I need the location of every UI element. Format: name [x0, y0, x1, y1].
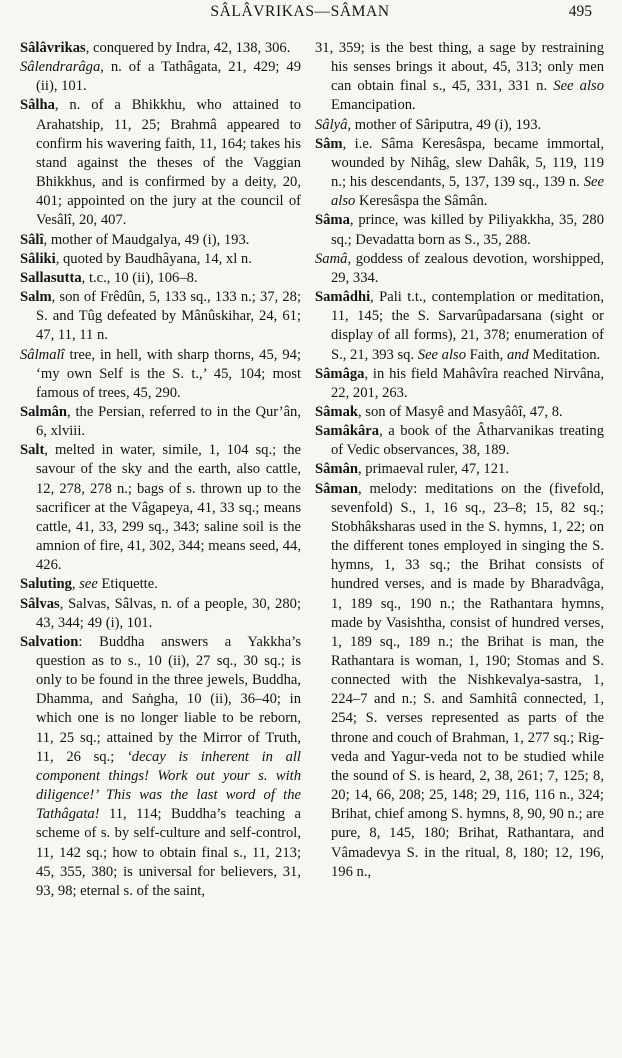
entry-italic-text: and [506, 346, 529, 363]
entry-headword: Salvation [20, 633, 79, 650]
entry-headword: Samâkâra [315, 423, 380, 440]
entry-text: , Salvas, Sâlvas, n. of a people, 30, 280; 43, 344; 49 (i), 101. [36, 595, 301, 631]
entry-text: , n. of a Tathâgata, 21, 429; 49 (ii), 101. [36, 59, 301, 95]
entry-text: tree, in hell, with sharp thorns, 45, 94; ‘my own Self is the S. t.,’ 45, 104; most famous of trees, 45, 290. [36, 346, 301, 401]
entry-text: , conquered by Indra, 42, 138, 306. [85, 40, 291, 56]
page-number: 495 [568, 3, 592, 20]
index-entry [20, 58, 301, 96]
index-entry [315, 480, 604, 882]
index-entry [20, 575, 301, 594]
entry-headword: Sâmâga [315, 365, 365, 382]
entry-headword: Sallasutta [20, 269, 82, 286]
index-entry [20, 346, 301, 403]
entry-italic-text: See also [553, 78, 604, 95]
index-entry [315, 422, 604, 460]
index-entry [315, 288, 604, 365]
index-column-left [20, 39, 301, 901]
entry-text: , mother of Sâriputra, 49 (i), 193. [347, 116, 542, 133]
index-entry [315, 211, 604, 249]
entry-italic-text: Sâlyâ [315, 116, 348, 133]
entry-headword: Sâman [315, 480, 358, 497]
entry-text: Emancipation. [331, 97, 416, 114]
entry-headword: Salt [20, 442, 45, 459]
entry-text: , a book of the Âtharvanikas treating of Vedic observances, 38, 189. [331, 423, 604, 459]
entry-text: Faith, [466, 346, 507, 363]
index-entry [20, 39, 301, 58]
index-entry [315, 403, 604, 422]
index-column-right [315, 39, 604, 882]
entry-headword: Sâliki [20, 250, 56, 267]
entry-text: , primaeval ruler, 47, 121. [357, 461, 509, 478]
entry-text: : Buddha answers a Yakkha’s question as to s., 10 (ii), 27 sq., 30 sq.; is only to be found in the three jewels, Buddha, Dhamma, and Saṅgha, 10 (ii), 36–40; in which one is no longer liable to be reborn, 11, 25 sq.; attained by the Mirror of Truth, 11, 26 sq.; [36, 633, 301, 765]
entry-text: , [71, 576, 80, 593]
entry-text: , melted in water, simile, 1, 104 sq.; the savour of the sky and the earth, also cattle, 12, 278, 278 n.; bags of s. thrown up to the sacrificer at the Vâgapeya, 41, 33 sq.; means cattle, 41, 33, 299 sq., 343; saline soil is the amnion of fire, 41, 302, 344; means seed, 44, 426. [36, 442, 301, 574]
page-header [0, 3, 622, 23]
index-entry [20, 269, 301, 288]
index-entry [315, 135, 604, 212]
index-entry [315, 39, 604, 116]
entry-italic-text: Sâlmalî [20, 346, 65, 363]
running-title: SÂLÂVRIKAS—SÂMAN [210, 3, 390, 20]
entry-text: Meditation. [528, 346, 601, 363]
entry-text: , mother of Maudgalya, 49 (i), 193. [43, 231, 250, 248]
entry-text: 31, 359; is the best thing, a sage by restraining his senses brings it about, 45, 313; only men can obtain final s., 45, 331, 331 n. [315, 40, 604, 95]
entry-text: Etiquette. [97, 576, 158, 593]
entry-headword: Sâlî [20, 231, 44, 248]
entry-italic-text: See also [417, 346, 466, 363]
index-entry [20, 288, 301, 345]
index-entry [20, 403, 301, 441]
entry-headword: Sâlvas [20, 595, 60, 612]
entry-headword: Sâlha [20, 97, 55, 114]
index-entry [315, 365, 604, 403]
entry-headword: Sâmak [315, 403, 358, 420]
entry-headword: Sâlâvrikas [20, 40, 86, 56]
entry-text: Keresâspa the Sâmân. [355, 193, 488, 210]
entry-headword: Samâdhi [315, 289, 371, 306]
entry-text: , Pali t.t., contemplation or meditation, 11, 145; the S. Sarvarûpadarsana (sight or display of all forms), 21, 378; enumeration of S., 21, 393 sq. [331, 289, 604, 363]
entry-headword: Salmân [20, 403, 68, 420]
entry-text: 11, 114; Buddha’s teaching a scheme of s. by self-culture and self-control, 11, 142 sq.; how to obtain final s., 11, 213; 45, 355, 380; is universal for believers, 31, 93, 98; eternal s. of the saint, [36, 806, 301, 899]
entry-italic-text: Sâlendrarâga [20, 59, 101, 76]
index-entry [20, 441, 301, 575]
entry-italic-text: See also [331, 174, 604, 210]
entry-text: , prince, was killed by Piliyakkha, 35, 280 sq.; Devadatta born as S., 35, 288. [331, 212, 604, 248]
entry-text: , son of Masyê and Masyâôî, 47, 8. [357, 403, 563, 420]
entry-text: , the Persian, referred to in the Qur’ân, 6, xlviii. [36, 403, 301, 440]
entry-text: , n. of a Bhikkhu, who attained to Arahatship, 11, 25; Brahmâ appeared to confirm his wavering faith, 11, 164; takes his stand against the theses of the Vaggian Bhikkhus, and is confirmed by a deity, 20, 401; appointed on the jury at the council of Vesâlî, 20, 407. [36, 97, 301, 229]
entry-headword: Salm [20, 289, 52, 306]
index-entry [20, 96, 301, 230]
entry-italic-text: Samâ [315, 250, 348, 267]
index-entry [315, 116, 604, 135]
entry-italic-text: see [79, 576, 98, 593]
entry-headword: Sâm [315, 135, 343, 152]
entry-headword: Sâma [315, 212, 350, 229]
entry-text: , t.c., 10 (ii), 106–8. [81, 269, 198, 286]
index-entry [315, 460, 604, 479]
entry-text: , in his field Mahâvîra reached Nirvâna, 22, 201, 263. [331, 365, 604, 401]
entry-text: , melody: meditations on the (fivefold, sevenfold) S., 1, 16 sq., 23–8; 15, 82 sq.; Stobhâksharas used in the S. hymns, 1, 22; on the different tones employed in singing the S. hymns, 1, 33 sq.; the Brihat consists of hundred verses, and is made by Bharadvâga, 1, 189 sq., 190 n.; the Rathantara hymns, made by Vasishtha, consist of hundred verses, 1, 189 sq., 189 n.; the Brihat is man, the Rathantara is woman, 1, 190; Stomas and S. connected with the Nishkevalya-sastra, 1, 224–7 and n.; S. and Samhitâ connected, 1, 254; S. verses represented as parts of the throne and couch of Brahman, 1, 277 sq.; Rig-veda and Yagur-veda not to be studied while the sound of S. is heard, 2, 38, 261; 7, 125; 8, 20; 14, 66, 208; 25, 148; 29, 116, 116 n., 324; Brihat, chief among S. hymns, 8, 90, 90 n.; are pure, 8, 145, 180; Brihat, Rathantara, and Vâmadevya S. in the ritual, 8, 180; 12, 196, 196 n., [331, 480, 604, 880]
entry-headword: Saluting [20, 576, 72, 593]
index-entry [20, 250, 301, 269]
entry-text: , son of Frêdûn, 5, 133 sq., 133 n.; 37, 28; S. and Tûg defeated by Mânûskihar, 24, 61; 47, 11, 11 n. [36, 289, 301, 344]
entry-text: , quoted by Baudhâyana, 14, xl n. [55, 250, 252, 267]
index-entry [315, 250, 604, 288]
entry-text: , i.e. Sâma Keresâspa, became immortal, wounded by Nihâg, slew Dahâk, 5, 119, 119 n.; his descendants, 5, 137, 139 sq., 139 n. [331, 135, 604, 191]
index-entry [20, 231, 301, 250]
entry-headword: Sâmân [315, 461, 358, 478]
index-entry [20, 633, 301, 901]
index-entry [20, 595, 301, 633]
entry-italic-text: ‘decay is inherent in all component things! Work out your s. with diligence!’ This was the last word of the Tathâgata! [36, 748, 301, 823]
entry-text: , goddess of zealous devotion, worshipped, 29, 334. [331, 250, 604, 286]
